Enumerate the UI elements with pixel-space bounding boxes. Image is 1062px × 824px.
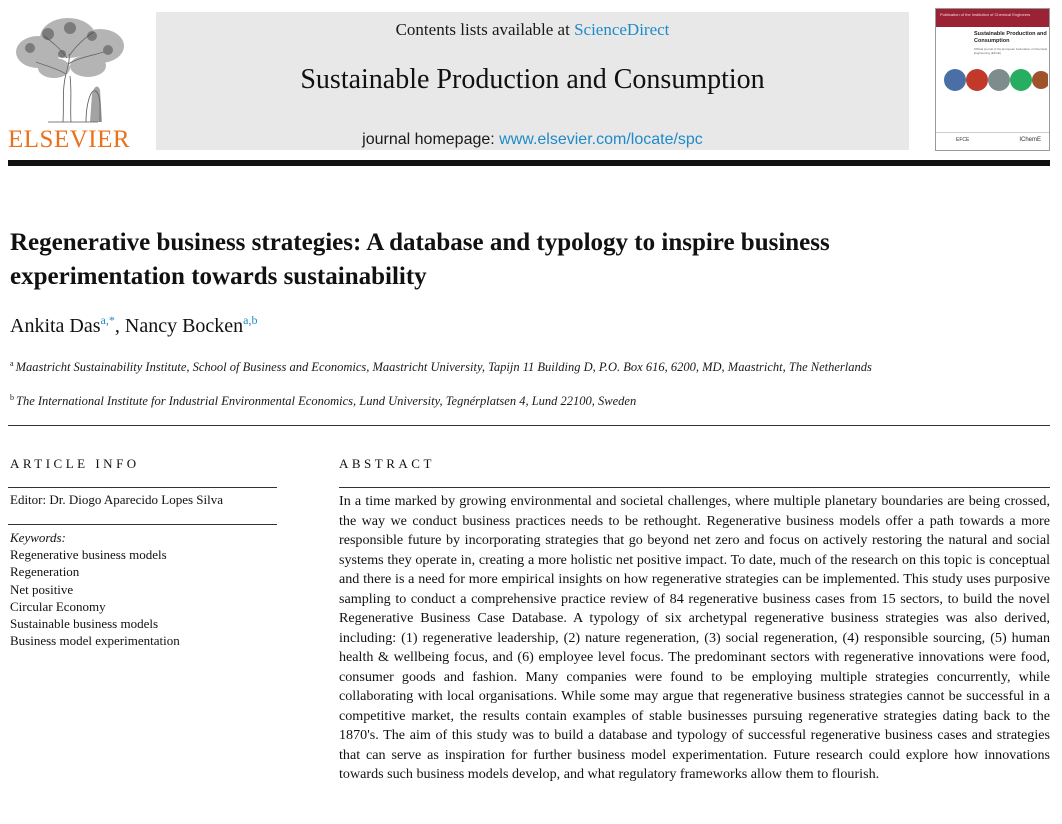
cover-subtitle: Official journal of the European Federation of Chemical Engineering (EFCE) <box>974 47 1047 55</box>
author-list <box>10 313 258 338</box>
article-title: Regenerative business strategies: A database and typology to inspire business experimentation towards sustainability <box>10 229 830 290</box>
author-separator: , <box>114 315 125 337</box>
cover-icheme-logo: IChemE <box>1019 137 1041 143</box>
keyword-item: Regenerative business models <box>10 547 167 562</box>
author-name[interactable]: Ankita Das <box>10 315 101 337</box>
editor-line: Editor: Dr. Diogo Aparecido Lopes Silva <box>10 492 224 507</box>
affiliation-text: The International Institute for Industrial Environmental Economics, Lund University, Tegnérplatsen 4, Lund 22100, Sweden <box>16 394 637 408</box>
keywords-divider <box>8 524 277 525</box>
publisher-name: ELSEVIER <box>8 126 131 153</box>
article-info-heading: ARTICLE INFO <box>10 456 140 471</box>
keyword-item: Regeneration <box>10 564 80 580</box>
affiliation-a <box>10 355 890 376</box>
author-affiliation-mark[interactable]: a,* <box>100 313 115 327</box>
keyword-list <box>10 546 180 650</box>
abstract-divider <box>339 487 1050 488</box>
homepage-link[interactable]: www.elsevier.com/locate/spc <box>499 131 703 148</box>
journal-banner <box>156 12 909 150</box>
tree-engraving-icon <box>8 14 130 126</box>
affiliation-mark: a <box>10 359 14 368</box>
keywords-label: Keywords: <box>10 530 66 545</box>
sciencedirect-link[interactable]: ScienceDirect <box>574 20 670 39</box>
homepage-line <box>156 131 909 149</box>
journal-title[interactable]: Sustainable Production and Consumption <box>300 64 765 95</box>
header-divider <box>8 160 1050 166</box>
affiliation-mark: b <box>10 393 14 402</box>
keyword-item: Business model experimentation <box>10 633 180 649</box>
cover-band <box>936 9 1049 27</box>
contents-prefix: Contents lists available at <box>395 20 570 39</box>
article-info-divider <box>8 487 277 488</box>
keyword-item: Net positive <box>10 581 74 597</box>
keyword-item: Circular Economy <box>10 598 106 614</box>
affiliation-b <box>10 389 890 410</box>
homepage-prefix: journal homepage: <box>362 131 495 148</box>
journal-cover-thumbnail[interactable] <box>935 8 1050 151</box>
cover-title: Sustainable Production and Consumption <box>974 31 1047 44</box>
cover-footer <box>936 132 1049 150</box>
abstract-heading: ABSTRACT <box>339 456 435 471</box>
cover-photo-circles-icon <box>944 67 1048 93</box>
affiliation-divider <box>8 425 1050 426</box>
author-affiliation-mark[interactable]: a,b <box>243 313 258 327</box>
cover-efce-logo: EFCE <box>956 137 970 143</box>
keyword-item: Sustainable business models <box>10 616 159 632</box>
abstract-text: In a time marked by growing environmental and societal challenges, where multiple planetary boundaries are being crossed, the way we conduct business practices needs to be rethought. Regenerative business models offer a path towards a more responsible future by incorporating strategies that go beyond net zero and focus on actively restoring the natural and social systems they operate in, creating a more holistic net positive impact. To date, much of the research on this topic is conceptual and there is a need for more empirical insights on how regenerative strategies can be implemented. This study uses purposive sampling to conduct a comprehensive practice review of 84 regenerative business cases from 15 sectors, to build the novel Regenerative Business Case Database. A typology of six archetypal regenerative business strategies was also derived, including: (1) regenerative leadership, (2) nature regeneration, (3) social regeneration, (4) responsible sourcing, (5) human health & wellbeing focus, and (6) employee level focus. The predominant sectors with regenerative innovations were food, consumer goods and fashion. Many companies were found to be employing multiple strategies concurrently, while collaborating with local organisations. While some may argue that regenerative business strategies cannot be successful in a competitive market, the results contain examples of stable businesses pursuing regenerative strategies dating back to the 1870's. The aim of this study was to build a database and typology of successful regenerative business cases and strategies that can serve as inspiration for further business model experimentation. Future research could explore how innovations towards such business models develop, and what regulatory frameworks allow them to flourish. <box>339 493 1050 782</box>
affiliation-text: Maastricht Sustainability Institute, School of Business and Economics, Maastricht University, Tapijn 11 Building D, P.O. Box 616, 6200, MD, Maastricht, The Netherlands <box>15 360 872 374</box>
contents-line <box>156 20 909 40</box>
cover-band-text: Publication of the Institution of Chemical Engineers <box>940 12 1031 17</box>
author-name[interactable]: Nancy Bocken <box>124 315 244 337</box>
